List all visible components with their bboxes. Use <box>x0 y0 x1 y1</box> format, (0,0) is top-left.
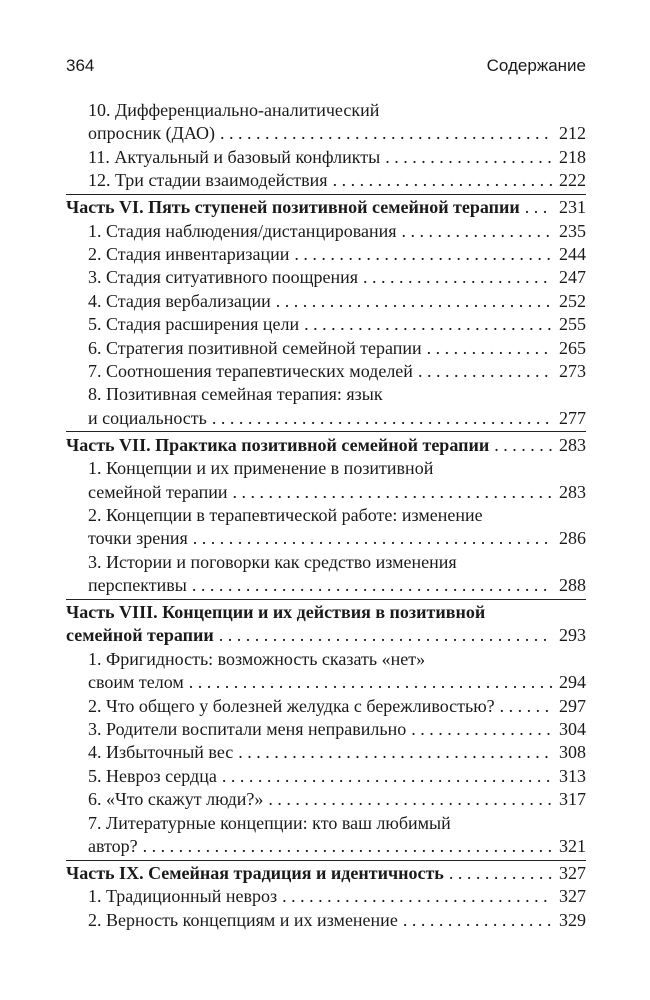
dot-leader <box>184 671 553 694</box>
dot-leader <box>188 527 553 550</box>
toc-title-text: 10. Дифференциально-аналитический <box>88 100 380 120</box>
dot-leader <box>215 122 553 145</box>
toc-part-heading <box>66 860 586 886</box>
toc-line <box>88 243 586 266</box>
toc-page-number: 222 <box>559 170 586 191</box>
dot-leader <box>444 862 553 885</box>
page-header <box>66 56 586 82</box>
toc-title-text: 6. «Что скажут люди?» <box>88 789 264 810</box>
toc-entry <box>66 383 586 430</box>
toc-page-number: 212 <box>559 123 586 144</box>
toc-title-text: 7. Соотношения терапевтических моделей <box>88 360 413 381</box>
toc-line <box>88 885 586 908</box>
dot-leader <box>422 337 553 360</box>
toc-line <box>88 407 586 430</box>
toc-title-text: 5. Невроз сердца <box>88 765 217 786</box>
toc-title-text: 5. Стадия расширения цели <box>88 314 300 335</box>
toc-title-text: 12. Три стадии взаимодействия <box>88 170 328 191</box>
toc-page-number: 329 <box>559 909 586 930</box>
toc-page-number: 288 <box>559 575 586 596</box>
toc-page-number: 283 <box>559 481 586 502</box>
dot-leader <box>413 360 553 383</box>
toc-line <box>66 196 586 219</box>
toc-line <box>88 765 586 788</box>
toc-title-text: 8. Позитивная семейная терапия: язык <box>88 384 383 405</box>
toc-title-text: 3. Родители воспитали меня неправильно <box>88 719 407 740</box>
toc-entry <box>66 551 586 598</box>
toc-page-number: 247 <box>559 267 586 288</box>
dot-leader <box>289 243 553 266</box>
dot-leader <box>217 765 553 788</box>
toc-entry <box>66 718 586 741</box>
dot-leader <box>520 196 553 219</box>
toc-line <box>88 146 586 169</box>
toc-part-heading <box>66 599 586 648</box>
toc-entry <box>66 99 586 146</box>
toc-page-number: 313 <box>559 765 586 786</box>
running-title: Содержание <box>486 56 586 75</box>
dot-leader <box>328 169 553 192</box>
dot-leader <box>207 407 553 430</box>
toc-page-number: 304 <box>559 719 586 740</box>
toc-title-text: опросник (ДАО) <box>88 123 215 144</box>
toc-line <box>88 695 586 718</box>
toc-title-text: 2. Верность концепциям и их изменение <box>88 909 398 930</box>
toc-entry <box>66 765 586 788</box>
toc-entry <box>66 648 586 695</box>
toc-entry <box>66 812 586 859</box>
toc-line <box>88 220 586 243</box>
toc-title-text: Часть VI. Пять ступеней позитивной семейной терапии <box>66 197 520 218</box>
toc-line <box>88 122 586 145</box>
toc-entry <box>66 695 586 718</box>
toc-page-number: 283 <box>559 434 586 455</box>
toc-title-text: Часть VII. Практика позитивной семейной терапии <box>66 434 490 455</box>
toc-entry <box>66 337 586 360</box>
toc-page-number: 252 <box>559 290 586 311</box>
page-number: 364 <box>66 56 95 75</box>
table-of-contents <box>66 99 586 932</box>
dot-leader <box>406 718 553 741</box>
toc-title-text: и социальность <box>88 407 207 428</box>
toc-line <box>88 313 586 336</box>
dot-leader <box>358 266 553 289</box>
toc-title-text: 6. Стратегия позитивной семейной терапии <box>88 337 422 358</box>
toc-page-number: 218 <box>559 146 586 167</box>
toc-page-number: 327 <box>559 886 586 907</box>
toc-page-number: 317 <box>559 789 586 810</box>
toc-line <box>66 624 586 647</box>
dot-leader <box>271 290 553 313</box>
toc-line <box>88 909 586 932</box>
toc-line <box>88 718 586 741</box>
toc-line <box>88 835 586 858</box>
toc-title-text: своим телом <box>88 672 184 693</box>
dot-leader <box>299 313 553 336</box>
toc-entry <box>66 360 586 383</box>
toc-page-number: 294 <box>559 672 586 693</box>
toc-title-text: автор? <box>88 836 138 857</box>
dot-leader <box>214 624 553 647</box>
toc-line <box>88 741 586 764</box>
toc-page-number: 277 <box>559 407 586 428</box>
toc-line <box>88 337 586 360</box>
toc-line <box>66 434 586 457</box>
toc-part-heading <box>66 194 586 220</box>
toc-entry <box>66 243 586 266</box>
toc-page-number: 244 <box>559 243 586 264</box>
toc-title-text: 7. Литературные концепции: кто ваш любимый <box>88 812 451 833</box>
dot-leader <box>233 741 553 764</box>
toc-entry <box>66 220 586 243</box>
toc-page-number: 255 <box>559 314 586 335</box>
dot-leader <box>277 885 553 908</box>
toc-line <box>88 169 586 192</box>
toc-line <box>88 527 586 550</box>
toc-entry <box>66 885 586 908</box>
toc-title-text: 1. Стадия наблюдения/дистанцирования <box>88 220 397 241</box>
toc-page-number: 308 <box>559 742 586 763</box>
toc-title-text: 2. Что общего у болезней желудка с бережливостью? <box>88 695 495 716</box>
toc-entry <box>66 741 586 764</box>
dot-leader <box>397 220 553 243</box>
toc-page-number: 327 <box>559 863 586 883</box>
toc-title-text: семейной терапии <box>66 625 214 646</box>
toc-line <box>88 481 586 504</box>
toc-line <box>88 290 586 313</box>
toc-page-number: 231 <box>559 197 586 218</box>
toc-page-number: 297 <box>559 695 586 716</box>
dot-leader <box>227 481 553 504</box>
toc-line <box>88 671 586 694</box>
toc-line <box>88 574 586 597</box>
toc-entry <box>66 169 586 192</box>
toc-entry <box>66 504 586 551</box>
dot-leader <box>489 434 553 457</box>
toc-page-number: 321 <box>559 836 586 857</box>
toc-title-text: 3. Стадия ситуативного поощрения <box>88 267 359 288</box>
toc-line <box>88 266 586 289</box>
toc-line <box>88 360 586 383</box>
toc-entry <box>66 146 586 169</box>
dot-leader <box>138 835 553 858</box>
toc-part-heading <box>66 431 586 457</box>
toc-page-number: 286 <box>559 528 586 549</box>
toc-entry <box>66 457 586 504</box>
dot-leader <box>187 574 553 597</box>
toc-title-text: перспективы <box>88 575 187 596</box>
dot-leader <box>495 695 553 718</box>
dot-leader <box>380 146 553 169</box>
toc-entry <box>66 290 586 313</box>
toc-title-text: точки зрения <box>88 528 188 549</box>
toc-page-number: 265 <box>559 337 586 358</box>
toc-page-number: 293 <box>559 625 586 646</box>
dot-leader <box>263 788 553 811</box>
toc-entry <box>66 909 586 932</box>
toc-title-text: 1. Фригидность: возможность сказать «нет» <box>88 648 426 669</box>
toc-title-text: 4. Избыточный вес <box>88 742 234 763</box>
toc-line <box>88 788 586 811</box>
toc-entry <box>66 266 586 289</box>
toc-title-text: семейной терапии <box>88 481 228 502</box>
toc-page-number: 273 <box>559 360 586 381</box>
toc-title-text: 3. Истории и поговорки как средство изменения <box>88 551 457 572</box>
toc-title-text: 4. Стадия вербализации <box>88 290 271 311</box>
toc-title-text: 11. Актуальный и базовый конфликты <box>88 146 381 167</box>
dot-leader <box>398 909 553 932</box>
toc-page-number: 235 <box>559 220 586 241</box>
toc-title-text: Часть IX. Семейная традиция и идентичность <box>66 863 444 883</box>
toc-title-text: 1. Концепции и их применение в позитивной <box>88 458 434 479</box>
toc-entry <box>66 788 586 811</box>
toc-title-text: Часть VIII. Концепции и их действия в позитивной <box>66 602 486 623</box>
toc-entry <box>66 313 586 336</box>
toc-title-text: 2. Стадия инвентаризации <box>88 243 290 264</box>
toc-title-text: 1. Традиционный невроз <box>88 886 278 907</box>
toc-line <box>66 862 586 885</box>
toc-title-text: 2. Концепции в терапевтической работе: изменение <box>88 504 483 525</box>
